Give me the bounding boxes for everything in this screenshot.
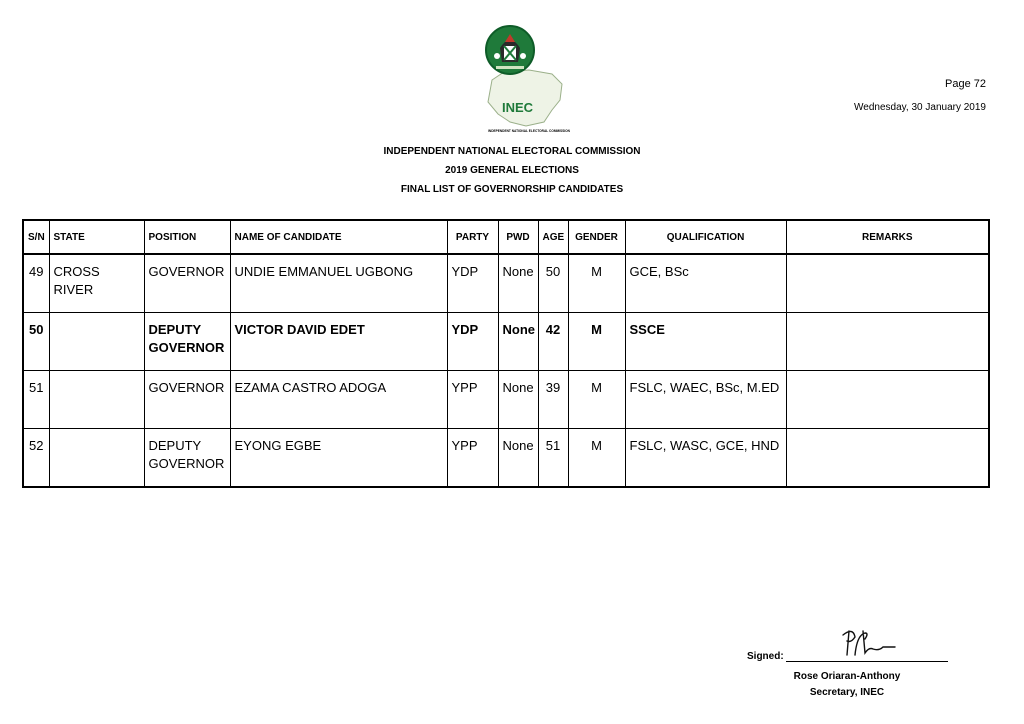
col-header-age: AGE [538, 220, 568, 254]
signed-label: Signed: [747, 651, 784, 662]
title-elections: 2019 GENERAL ELECTIONS [445, 165, 579, 176]
table-row [23, 371, 989, 429]
cell-gender: M [568, 313, 625, 371]
document-titles [0, 142, 1024, 199]
logo-caption: INDEPENDENT NATIONAL ELECTORAL COMMISSION [488, 129, 570, 133]
cell-sn: 49 [23, 254, 49, 313]
cell-qualification: GCE, BSc [625, 254, 786, 313]
cell-state [49, 371, 144, 429]
col-header-qualification: QUALIFICATION [625, 220, 786, 254]
cell-name: EYONG EGBE [230, 429, 447, 488]
cell-party: YDP [447, 313, 498, 371]
cell-qualification: FSLC, WASC, GCE, HND [625, 429, 786, 488]
signatory-name: Rose Oriaran-Anthony [793, 671, 901, 682]
cell-position: GOVERNOR [144, 254, 230, 313]
cell-position: DEPUTY GOVERNOR [144, 429, 230, 488]
col-header-party: PARTY [447, 220, 498, 254]
cell-state [49, 313, 144, 371]
cell-state [49, 429, 144, 488]
col-header-position: POSITION [144, 220, 230, 254]
title-list: FINAL LIST OF GOVERNORSHIP CANDIDATES [400, 184, 624, 195]
cell-remarks [786, 371, 989, 429]
cell-name: EZAMA CASTRO ADOGA [230, 371, 447, 429]
title-commission: INDEPENDENT NATIONAL ELECTORAL COMMISSION [383, 146, 641, 157]
page-meta [854, 72, 986, 120]
candidates-table [22, 219, 990, 488]
col-header-remarks: REMARKS [786, 220, 989, 254]
cell-state: CROSS RIVER [49, 254, 144, 313]
cell-remarks [786, 313, 989, 371]
col-header-gender: GENDER [568, 220, 625, 254]
table-row [23, 313, 989, 371]
cell-position: DEPUTY GOVERNOR [144, 313, 230, 371]
print-date: Wednesday, 30 January 2019 [854, 102, 986, 113]
cell-party: YDP [447, 254, 498, 313]
cell-name: VICTOR DAVID EDET [230, 313, 447, 371]
col-header-name: NAME OF CANDIDATE [230, 220, 447, 254]
col-header-state: STATE [49, 220, 144, 254]
cell-sn: 51 [23, 371, 49, 429]
cell-name: UNDIE EMMANUEL UGBONG [230, 254, 447, 313]
cell-gender: M [568, 371, 625, 429]
table-header-row [23, 220, 989, 254]
cell-remarks [786, 254, 989, 313]
cell-age: 39 [538, 371, 568, 429]
cell-qualification: FSLC, WAEC, BSc, M.ED [625, 371, 786, 429]
cell-pwd: None [498, 429, 538, 488]
table-row [23, 429, 989, 488]
cell-age: 42 [538, 313, 568, 371]
cell-gender: M [568, 429, 625, 488]
signatory-title: Secretary, INEC [809, 687, 885, 698]
logo-text: INEC [502, 100, 534, 115]
signatory [747, 669, 947, 701]
cell-party: YPP [447, 371, 498, 429]
cell-sn: 52 [23, 429, 49, 488]
cell-pwd: None [498, 254, 538, 313]
signature-rule [786, 651, 948, 662]
cell-pwd: None [498, 371, 538, 429]
col-header-sn: S/N [23, 220, 49, 254]
cell-remarks [786, 429, 989, 488]
col-header-pwd: PWD [498, 220, 538, 254]
cell-party: YPP [447, 429, 498, 488]
cell-sn: 50 [23, 313, 49, 371]
table-row [23, 254, 989, 313]
cell-position: GOVERNOR [144, 371, 230, 429]
cell-pwd: None [498, 313, 538, 371]
cell-qualification: SSCE [625, 313, 786, 371]
signed-line [747, 651, 948, 662]
cell-age: 50 [538, 254, 568, 313]
cell-gender: M [568, 254, 625, 313]
inec-logo [474, 22, 574, 140]
cell-age: 51 [538, 429, 568, 488]
page-number: Page 72 [945, 78, 986, 90]
